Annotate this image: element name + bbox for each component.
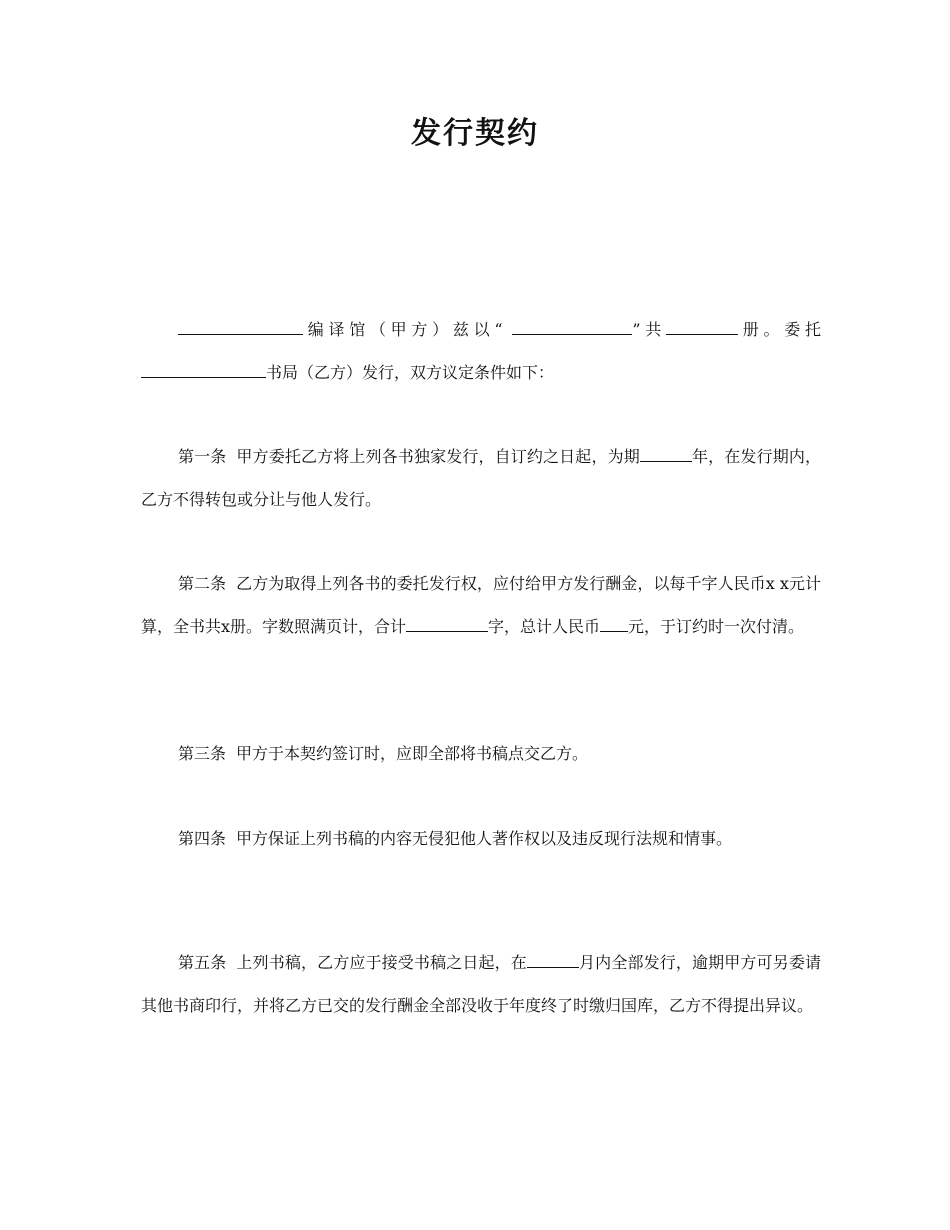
blank-field — [640, 444, 692, 462]
blank-field — [178, 317, 303, 335]
document-title: 发行契约 — [411, 116, 539, 151]
intro-text-2: ”共 — [632, 320, 667, 339]
article-text: 年，在发行期内，乙方不得转包或分让与他人发行。 — [141, 447, 821, 509]
article-text: 月内全部发行，逾期甲方可另委请其他书商印行，并将乙方已交的发行酬金全部没收于年度终了时缴归国库，乙方不得提出异议。 — [141, 953, 821, 1015]
intro-text-3: 册。委托 — [738, 320, 821, 339]
blank-field — [406, 614, 488, 632]
article-5 — [141, 941, 821, 1027]
article-label: 第五条 — [178, 953, 227, 972]
intro-text-1: 编译馆（甲方）兹以“ — [303, 320, 513, 339]
blank-field — [141, 360, 266, 378]
article-label: 第二条 — [178, 574, 227, 593]
blank-field — [600, 614, 628, 632]
article-text: 上列书稿，乙方应于接受书稿之日起，在 — [236, 953, 527, 972]
blank-field — [666, 317, 738, 335]
article-text: 乙方为取得上列各书的委托发行权，应付给甲方发行酬金，以每千字人民币x x元计算，全书共x册。字数照满页计，合计 — [141, 574, 821, 636]
article-text: 甲方保证上列书稿的内容无侵犯他人著作权以及违反现行法规和情事。 — [236, 829, 733, 848]
article-3 — [141, 732, 821, 775]
article-2 — [141, 562, 821, 648]
intro-text-4: 书局（乙方）发行，双方议定条件如下： — [266, 363, 555, 382]
article-text: 甲方于本契约签订时，应即全部将书稿点交乙方。 — [236, 744, 589, 763]
article-label: 第三条 — [178, 744, 227, 763]
intro-paragraph — [141, 308, 821, 394]
blank-field — [527, 950, 579, 968]
article-text: 甲方委托乙方将上列各书独家发行，自订约之日起，为期 — [236, 447, 640, 466]
article-4 — [141, 817, 831, 860]
article-label: 第一条 — [178, 447, 227, 466]
article-text: 字，总计人民币 — [488, 617, 601, 636]
article-label: 第四条 — [178, 829, 227, 848]
article-text: 元，于订约时一次付清。 — [628, 617, 805, 636]
article-1 — [141, 435, 821, 521]
blank-field — [512, 317, 632, 335]
